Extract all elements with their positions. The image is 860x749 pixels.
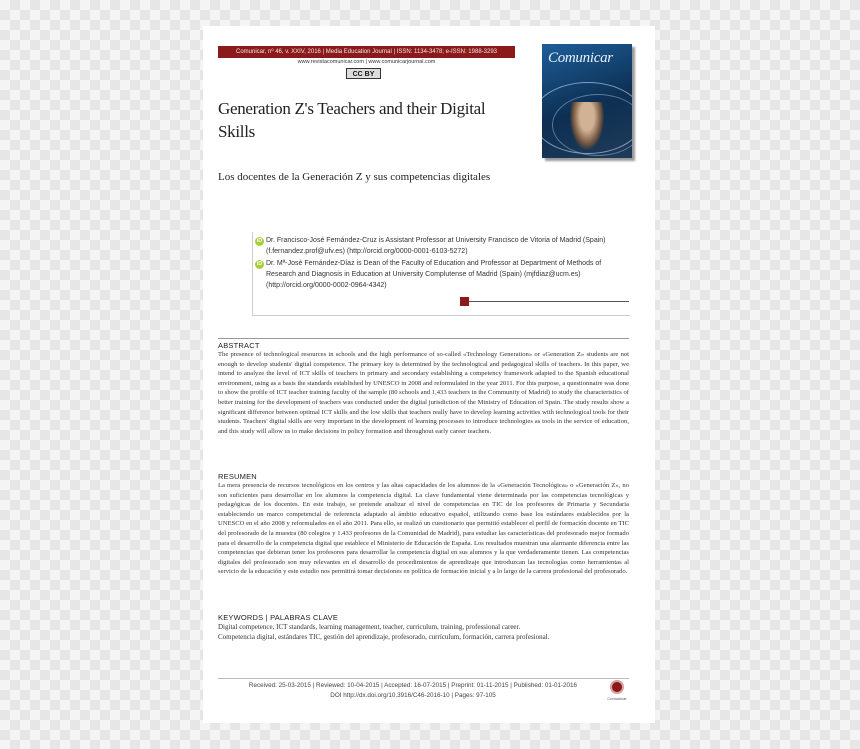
- author-box: [252, 232, 630, 316]
- section-marker: [460, 297, 469, 306]
- author-line[interactable]: (f.fernandez.prof@ufv.es) (http://orcid.org/0000-0001-6103-5272): [266, 248, 468, 255]
- article-subtitle: Los docentes de la Generación Z y sus competencias digitales: [218, 171, 491, 183]
- author-line[interactable]: Research and Diagnosis in Education at University Complutense of Madrid (Spain) (mjfdiaz@ucm.es): [266, 271, 581, 278]
- journal-logo-icon: [610, 680, 624, 694]
- keywords-english: Digital competence, ICT standards, learning management, teacher, curriculum, training, professional career.: [218, 623, 521, 631]
- cover-figure: [570, 102, 604, 150]
- abstract-heading: ABSTRACT: [218, 341, 260, 350]
- doi-line[interactable]: DOI http://dx.doi.org/10.3916/C46-2016-10 | Pages: 97-105: [330, 692, 496, 699]
- author-entry: [266, 258, 601, 291]
- orcid-icon[interactable]: iD: [256, 238, 263, 244]
- divider: [218, 338, 629, 339]
- journal-cover-image: [542, 44, 632, 158]
- author-entry: [266, 235, 606, 257]
- keywords-heading: KEYWORDS | PALABRAS CLAVE: [218, 613, 339, 622]
- resumen-text: La mera presencia de recursos tecnológicos en los centros y las altas capacidades de los alumnos de la «Generación Tecnológica» o «Generación Z», no son suficientes para desarrollar en los alumnos la competencia digital. La clave fundamental viene determinada por las competencias tecnológicas y pedagógicas de los docentes. En este trabajo, se pretende analizar el nivel de competencias en TIC de los profesores de Primaria y Secundaria estableciendo un marco competencial de referencia adaptado al ámbito educativo español, utilizando como base los estándares establecidos por la UNESCO en el año 2008 y reformulados en el año 2011. Para ello, se realizó un cuestionario que permitió establecer el perfil de formación docente en TIC del profesorado de la muestra (80 colegios y 1.433 profesores de la Comunidad de Madrid), para estudiar las características del profesorado mejor formado para el desarrollo de la competencia digital que establece el Ministerio de Educación de España. Los resultados muestran una alarmante diferencia entre las competencias que debieran tener los profesores para desarrollar la competencia digital en sus alumnos y la que verdaderamente tienen. Las competencias digitales del profesorado son muy relevantes en el desarrollo de procedimientos de aprendizaje que introduzcan las tecnologías como herramientas al servicio de la educación y este estudio nos permitirá tomar decisiones en política de formación inicial y a lo largo de la carrera profesional del profesorado.: [218, 482, 629, 576]
- journal-logo-label: Comunicar: [607, 696, 627, 701]
- author-line: Dr. Francisco-José Fernández-Cruz is Assistant Professor at University Francisco de Vitoria of Madrid (Spain): [266, 237, 606, 244]
- cover-title: Comunicar: [548, 50, 613, 66]
- divider: [218, 678, 629, 679]
- publication-dates: Received: 25-03-2015 | Reviewed: 10-04-2015 | Accepted: 16-07-2015 | Preprint: 01-11-2015 | Published: 01-01-2016: [248, 682, 578, 689]
- article-title: Generation Z's Teachers and their Digital Skills: [218, 99, 486, 141]
- keywords-spanish: Competencia digital, estándares TIC, gestión del aprendizaje, profesorado, currículum, formación, carrera profesional.: [218, 633, 550, 641]
- resumen-section: [218, 472, 629, 577]
- abstract-section: [218, 341, 629, 436]
- journal-header-bar: Comunicar, nº 46, v. XXIV, 2016 | Media Education Journal | ISSN: 1134-3478; e-ISSN: 1988-3293: [218, 46, 515, 58]
- author-line: Dr. Mª-José Fernández-Díaz is Dean of the Faculty of Education and Professor at Department of Methods of: [266, 260, 602, 267]
- divider: [469, 301, 629, 302]
- author-line[interactable]: (http://orcid.org/0000-0002-0964-4342): [266, 282, 387, 289]
- abstract-text: The presence of technological resources in schools and the high performance of so-called «Technology Generation» or «Generation Z» students are not enough to develop students' digital competence. The primary key is determined by the technological and pedagogical skills of teachers. In this paper, we intend to analyze the level of ICT skills of teachers in primary and secondary establishing a competency framework adapted to the Spanish educational environment, using as a basis the standards established by UNESCO in 2008 and reformulated in the year 2011. For this purpose, a questionnaire was done to show the profile of ICT teacher training faculty of the sample (80 schools and 1,433 teachers in the Community of Madrid) to study the characteristics of better training for the development of teachers was conducted under the digital jurisdiction of the Ministry of Education of Spain. The study results show a significant difference between optimal ICT skills and the low skills that teachers really have to develop learning activities with technological tools for their students. Teachers' digital skills are very important in the development of learning processes to introduce technologies as tools in the service of education, and this study will allow us to make decisions in policy formation and throughout early career teachers.: [218, 351, 629, 435]
- orcid-icon[interactable]: iD: [256, 261, 263, 267]
- journal-urls[interactable]: www.revistacomunicar.com | www.comunicarjournal.com: [297, 59, 436, 65]
- resumen-heading: RESUMEN: [218, 472, 257, 481]
- keywords-section: [218, 613, 629, 642]
- cc-license-badge: CC BY: [346, 68, 381, 79]
